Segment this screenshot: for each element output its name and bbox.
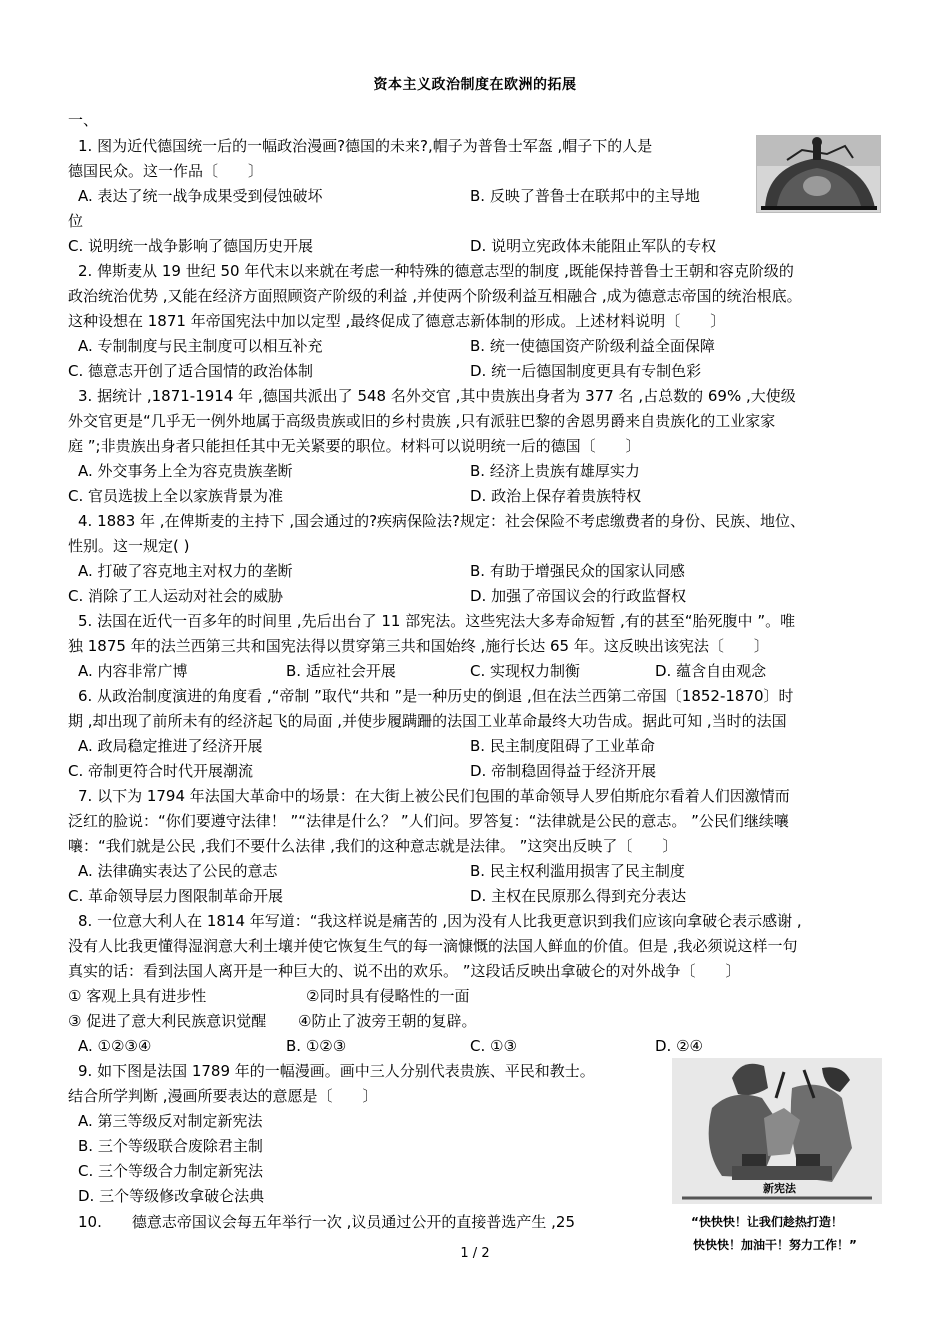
q4-option-c: C. 消除了工人运动对社会的威胁 xyxy=(68,587,284,605)
q2-option-c: C. 德意志开创了适合国情的政治体制 xyxy=(68,362,314,380)
q6-option-c: C. 帝制更符合时代开展潮流 xyxy=(68,762,254,780)
q8-stem-line3: 真实的话：看到法国人离开是一种巨大的、说不出的欢乐。 ”这段话反映出拿破仑的对外战争〔 〕 xyxy=(68,962,741,980)
q6-option-d: D. 帝制稳固得益于经济开展 xyxy=(470,762,657,780)
q10-stem-line1: 10. 德意志帝国议会每五年举行一次 ,议员通过公开的直接普选产生 ,25 xyxy=(78,1213,576,1231)
q6-stem-line1: 6. 从政治制度演进的角度看 ,“帝制 ”取代“共和 ”是一种历史的倒退 ,但在法兰西第二帝国〔1852-1870〕时 xyxy=(78,687,794,705)
q4-option-a: A. 打破了容克地主对权力的垄断 xyxy=(78,562,293,580)
cartoon-caption-line1: “快快快！让我们趁热打造！ xyxy=(691,1215,843,1229)
helmet-cartoon-image xyxy=(756,135,881,213)
q7-stem-line3: 嚷：“我们就是公民 ,我们不要什么法律 ,我们的这种意志就是法律。 ”这突出反映了〔 〕 xyxy=(68,837,678,855)
cartoon-label-new-constitution: 新宪法 xyxy=(763,1182,796,1195)
q9-option-c: C. 三个等级合力制定新宪法 xyxy=(78,1162,264,1180)
q5-option-d: D. 蕴含自由观念 xyxy=(655,662,767,680)
q1-option-a-cont: 位 xyxy=(68,212,84,230)
q9-option-d: D. 三个等级修改拿破仑法典 xyxy=(78,1187,265,1205)
q7-option-c: C. 革命领导层力图限制革命开展 xyxy=(68,887,284,905)
q7-option-b: B. 民主权利滥用损害了民主制度 xyxy=(470,862,685,880)
q3-option-d: D. 政治上保存着贵族特权 xyxy=(470,487,642,505)
q2-stem-line3: 这种设想在 1871 年帝国宪法中加以定型 ,最终促成了德意志新体制的形成。上述材料说明〔 〕 xyxy=(68,312,726,330)
helmet-cartoon-drawing xyxy=(757,136,880,212)
q5-option-a: A. 内容非常广博 xyxy=(78,662,188,680)
q2-stem-line1: 2. 俾斯麦从 19 世纪 50 年代末以来就在考虑一种特殊的德意志型的制度 ,既能保持普鲁士王朝和容克阶级的 xyxy=(78,262,794,280)
q3-stem-line2: 外交官更是“几乎无一例外地属于高级贵族或旧的乡村贵族 ,只有派驻巴黎的舍恩男爵来自贵族化的工业家家 xyxy=(68,412,776,430)
q5-option-b: B. 适应社会开展 xyxy=(286,662,396,680)
q8-option-c: C. ①③ xyxy=(470,1037,517,1055)
q3-option-a: A. 外交事务上全为容克贵族垄断 xyxy=(78,462,293,480)
q6-stem-line2: 期 ,却出现了前所未有的经济起飞的局面 ,并使步履蹒跚的法国工业革命最终大功告成。据此可知 ,当时的法国 xyxy=(68,712,787,730)
q9-option-b: B. 三个等级联合废除君主制 xyxy=(78,1137,263,1155)
q7-stem-line2: 泛红的脸说：“你们要遵守法律！ ”“法律是什么？ ”人们问。罗答复：“法律就是公民的意志。 ”公民们继续嚷 xyxy=(68,812,789,830)
page-title: 资本主义政治制度在欧洲的拓展 xyxy=(373,77,577,93)
q8-stem-line1: 8. 一位意大利人在 1814 年写道：“我这样说是痛苦的 ,因为没有人比我更意识到我们应该向拿破仑表示感谢 , xyxy=(78,912,802,930)
q7-stem-line1: 7. 以下为 1794 年法国大革命中的场景：在大街上被公民们包围的革命领导人罗伯斯庇尔看着人们因激情而 xyxy=(78,787,790,805)
q4-option-b: B. 有助于增强民众的国家认同感 xyxy=(470,562,685,580)
q4-stem-line2: 性别。这一规定( ) xyxy=(68,537,190,555)
q5-stem-line2: 独 1875 年的法兰西第三共和国宪法得以贯穿第三共和国始终 ,施行长达 65 年。这反映出该宪法〔 〕 xyxy=(68,637,769,655)
q8-option-a: A. ①②③④ xyxy=(78,1037,152,1055)
q4-stem-line1: 4. 1883 年 ,在俾斯麦的主持下 ,国会通过的?疾病保险法?规定：社会保险不考虑缴费者的身份、民族、地位、 xyxy=(78,512,806,530)
q3-stem-line3: 庭 ”;非贵族出身者只能担任其中无关紧要的职位。材料可以说明统一后的德国〔 〕 xyxy=(68,437,641,455)
q1-option-b: B. 反映了普鲁士在联邦中的主导地 xyxy=(470,187,700,205)
q1-option-a: A. 表达了统一战争成果受到侵蚀破坏 xyxy=(78,187,323,205)
q3-option-c: C. 官员选拔上全以家族背景为准 xyxy=(68,487,284,505)
q8-item-4: ④防止了波旁王朝的复辟。 xyxy=(298,1012,477,1030)
q1-stem-line1: 1. 图为近代德国统一后的一幅政治漫画?德国的未来?,帽子为普鲁士军盔 ,帽子下的人是 xyxy=(78,137,653,155)
q8-option-b: B. ①②③ xyxy=(286,1037,347,1055)
q6-option-a: A. 政局稳定推进了经济开展 xyxy=(78,737,263,755)
q3-stem-line1: 3. 据统计 ,1871-1914 年 ,德国共派出了 548 名外交官 ,其中贵族出身者为 377 名 ,占总数的 69% ,大使级 xyxy=(78,387,796,405)
section-label: 一、 xyxy=(68,111,99,129)
q8-option-d: D. ②④ xyxy=(655,1037,703,1055)
q7-option-a: A. 法律确实表达了公民的意志 xyxy=(78,862,278,880)
q1-option-c: C. 说明统一战争影响了德国历史开展 xyxy=(68,237,314,255)
page-number: 1 / 2 xyxy=(460,1246,490,1261)
q6-option-b: B. 民主制度阻碍了工业革命 xyxy=(470,737,655,755)
q8-stem-line2: 没有人比我更懂得湿润意大利土壤并使它恢复生气的每一滴慷慨的法国人鲜血的价值。但是 ,我必须说这样一句 xyxy=(68,937,798,955)
q2-option-b: B. 统一使德国资产阶级利益全面保障 xyxy=(470,337,715,355)
q9-option-a: A. 第三等级反对制定新宪法 xyxy=(78,1112,263,1130)
q8-item-1: ① 客观上具有进步性 xyxy=(68,987,207,1005)
q2-option-d: D. 统一后德国制度更具有专制色彩 xyxy=(470,362,702,380)
q4-option-d: D. 加强了帝国议会的行政监督权 xyxy=(470,587,687,605)
q9-stem-line2: 结合所学判断 ,漫画所要表达的意愿是〔 〕 xyxy=(68,1087,378,1105)
q9-stem-line1: 9. 如下图是法国 1789 年的一幅漫画。画中三人分别代表贵族、平民和教士。 xyxy=(78,1062,595,1080)
q1-stem-line2: 德国民众。这一作品〔 〕 xyxy=(68,162,264,180)
q5-stem-line1: 5. 法国在近代一百多年的时间里 ,先后出台了 11 部宪法。这些宪法大多寿命短暂 ,有的甚至“胎死腹中 ”。唯 xyxy=(78,612,796,630)
q8-item-2: ②同时具有侵略性的一面 xyxy=(306,987,470,1005)
q3-option-b: B. 经济上贵族有雄厚实力 xyxy=(470,462,640,480)
q5-option-c: C. 实现权力制衡 xyxy=(470,662,581,680)
q2-stem-line2: 政治统治优势 ,又能在经济方面照顾资产阶级的利益 ,并使两个阶级利益互相融合 ,成为德意志帝国的统治根底。 xyxy=(68,287,802,305)
cartoon-caption-line2: 快快快！加油干！努力工作！” xyxy=(693,1238,857,1252)
q8-item-3: ③ 促进了意大利民族意识觉醒 xyxy=(68,1012,267,1030)
q7-option-d: D. 主权在民原那么得到充分表达 xyxy=(470,887,687,905)
q1-option-d: D. 说明立宪政体未能阻止军队的专权 xyxy=(470,237,717,255)
q2-option-a: A. 专制制度与民主制度可以相互补充 xyxy=(78,337,323,355)
